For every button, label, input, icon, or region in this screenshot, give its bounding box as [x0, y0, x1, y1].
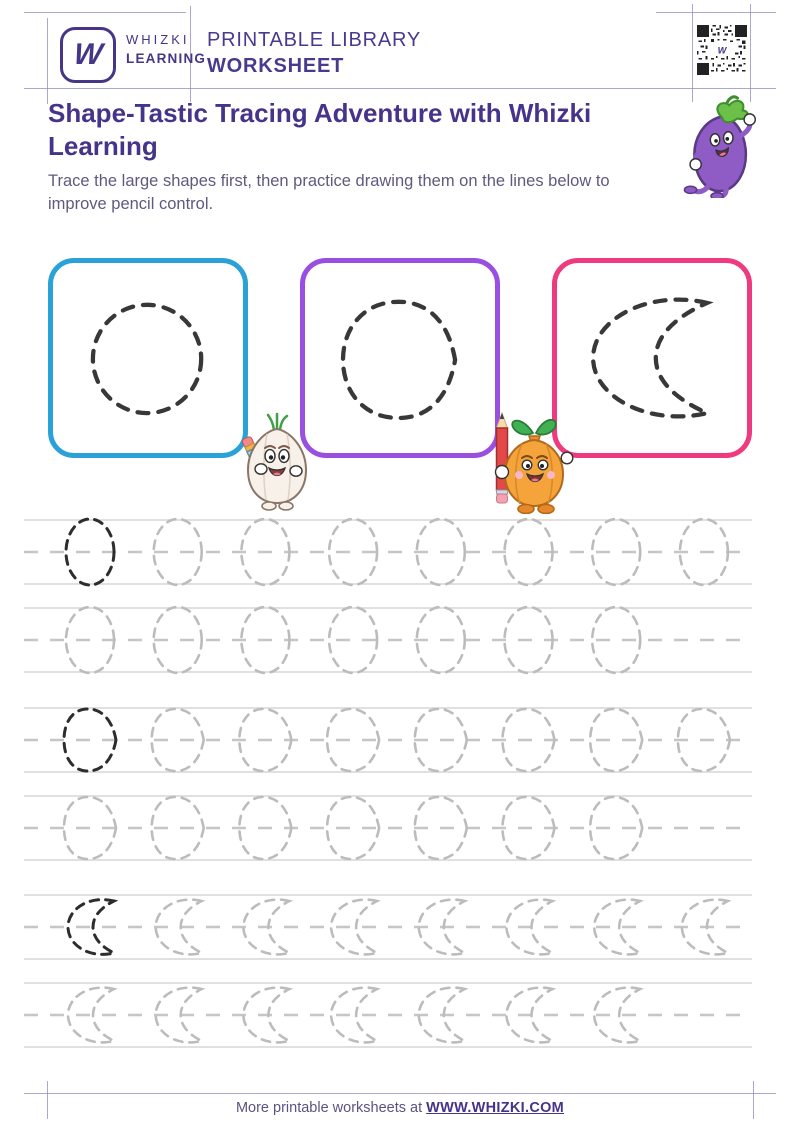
- worksheet-label: WORKSHEET: [207, 55, 345, 77]
- onion-mascot: [488, 412, 578, 514]
- trim-mark: [692, 4, 693, 102]
- big-dashed-crescent: [593, 300, 707, 417]
- practice-row-crescents-2: [24, 977, 752, 1053]
- practice-row-teardrops-2: [24, 790, 752, 866]
- trace-box-crescent: [552, 258, 752, 458]
- qr-center-letter: W: [717, 45, 727, 56]
- whizki-logo: [60, 27, 116, 83]
- onion-right-hand: [561, 452, 573, 464]
- brand-top-label: WHIZKI: [126, 32, 190, 47]
- practice-row-circles-1: [24, 514, 752, 590]
- header-divider-line: [24, 88, 776, 89]
- trim-mark: [656, 12, 776, 13]
- footer-website-link[interactable]: WWW.WHIZKI.COM: [426, 1100, 565, 1116]
- red-pencil: [497, 413, 508, 503]
- onion-cheek: [515, 471, 523, 479]
- logo-letter: W: [72, 38, 104, 71]
- practice-row-crescents-1: [24, 889, 752, 965]
- trim-mark: [750, 4, 751, 102]
- big-dashed-teardrop: [343, 302, 455, 418]
- eggplant-right-fist: [744, 114, 755, 125]
- onion-sprout-left: [512, 421, 533, 435]
- eggplant-mascot: [664, 94, 764, 198]
- trace-box-teardrop: [300, 258, 500, 458]
- garlic-mascot: [234, 410, 320, 512]
- instructions-text: Trace the large shapes first, then practice drawing them on the lines below to improve pencil control.: [48, 172, 610, 214]
- trim-mark: [24, 12, 186, 13]
- onion-left-hand: [496, 466, 509, 479]
- trim-mark: [47, 18, 48, 104]
- page-title: Shape-Tastic Tracing Adventure with Whizki Learning: [48, 98, 592, 161]
- footer-prefix: More printable worksheets at: [235, 1100, 423, 1116]
- trace-box-circle: [48, 258, 248, 458]
- practice-row-teardrops-1: [24, 702, 752, 778]
- qr-code: [697, 25, 747, 75]
- onion-sprout-right: [536, 420, 556, 435]
- onion-cheek: [547, 471, 555, 479]
- practice-row-circles-2: [24, 602, 752, 678]
- big-dashed-circle: [93, 305, 201, 413]
- garlic-right-hand: [290, 466, 302, 476]
- eggplant-left-fist: [690, 159, 701, 170]
- eggplant-leaf: [717, 101, 747, 122]
- footer: [0, 1100, 800, 1116]
- garlic-left-hand: [255, 464, 267, 474]
- footer-divider-line: [24, 1093, 776, 1094]
- printable-library-label: PRINTABLE LIBRARY: [207, 29, 422, 51]
- brand-name: [126, 33, 206, 66]
- brand-bottom-label: LEARNING: [126, 51, 207, 66]
